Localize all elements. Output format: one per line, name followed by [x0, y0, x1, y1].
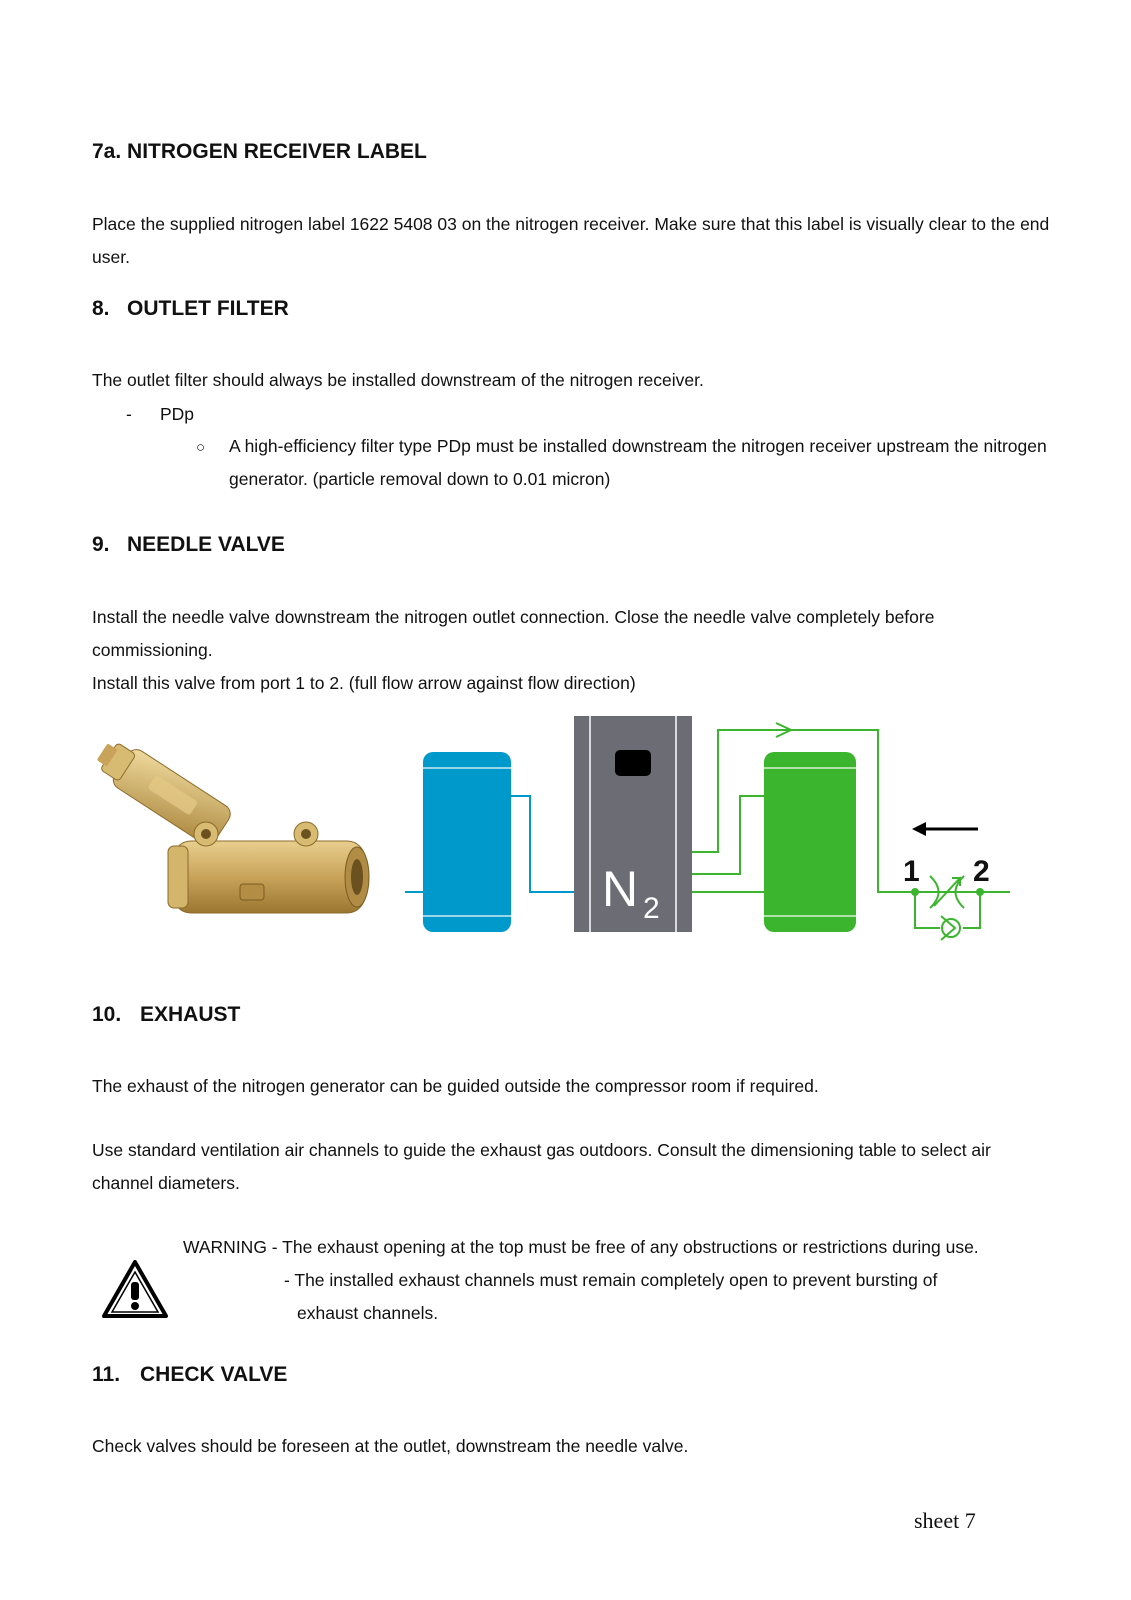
nitrogen-generator	[574, 716, 692, 932]
section-11-paragraph: Check valves should be foreseen at the outlet, downstream the needle valve.	[92, 1436, 689, 1456]
section-7a-paragraph: Place the supplied nitrogen label 1622 5408 03 on the nitrogen receiver. Make sure that this label is visually clear to the end user.	[92, 214, 1050, 267]
sheet-number: sheet 7	[914, 1508, 976, 1533]
list-item-pdp: PDp	[160, 404, 195, 424]
section-9-paragraph-2: Install this valve from port 1 to 2. (full flow arrow against flow direction)	[92, 673, 636, 693]
warning-line-1: WARNING - The exhaust opening at the top must be free of any obstructions or restrictions during use.	[183, 1237, 979, 1257]
port-2-label: 2	[973, 855, 990, 888]
sub-list-item-text: A high-efficiency filter type PDp must be installed downstream the nitrogen receiver upstream the nitrogen generator. (particle removal down to 0.01 micron)	[229, 436, 1047, 489]
air-receiver-tank	[423, 752, 511, 932]
needle-valve-figure	[0, 716, 1131, 966]
n2-subscript: 2	[643, 892, 660, 925]
section-10-paragraph-2: Use standard ventilation air channels to guide the exhaust gas outdoors. Consult the dimensioning table to select air channel diameters.	[92, 1140, 991, 1193]
needle-valve-photo	[90, 733, 369, 913]
section-number: 10.	[92, 1003, 122, 1026]
port-1-label: 1	[903, 855, 920, 888]
n2-label: N	[602, 861, 639, 917]
nitrogen-receiver-tank	[764, 752, 856, 932]
circle-bullet: ○	[196, 439, 206, 456]
section-11-title: 11. CHECK VALVE	[92, 1363, 288, 1386]
section-10-paragraph-1: The exhaust of the nitrogen generator can be guided outside the compressor room if required.	[92, 1076, 819, 1096]
section-number: 9.	[92, 533, 110, 556]
section-9-title: 9. NEEDLE VALVE	[92, 533, 285, 556]
warning-icon	[100, 1258, 170, 1320]
warning-line-3: exhaust channels.	[297, 1303, 439, 1323]
section-8-title: 8. OUTLET FILTER	[92, 297, 289, 320]
section-number: 11.	[92, 1363, 121, 1386]
section-10-title: 10. EXHAUST	[92, 1003, 241, 1026]
list-dash: -	[126, 404, 132, 424]
warning-line-2: - The installed exhaust channels must remain completely open to prevent bursting of	[284, 1270, 938, 1290]
section-8-paragraph: The outlet filter should always be installed downstream of the nitrogen receiver.	[92, 370, 704, 390]
flow-arrow-icon	[912, 822, 978, 836]
section-number: 8.	[92, 297, 110, 320]
section-7a-title: 7a. NITROGEN RECEIVER LABEL	[92, 140, 427, 163]
section-9-paragraph-1: Install the needle valve downstream the nitrogen outlet connection. Close the needle valve completely before commissioning.	[92, 607, 935, 660]
